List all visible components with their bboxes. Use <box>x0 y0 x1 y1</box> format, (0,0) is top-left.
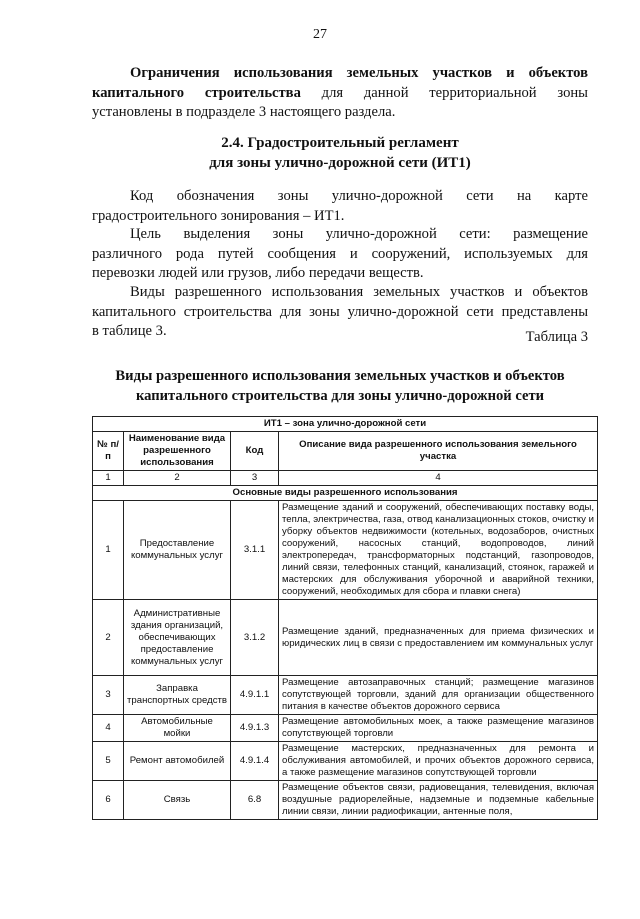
purpose-line-3: перевозки людей или грузов, либо передачи веществ. <box>92 265 424 281</box>
restriction-paragraph <box>92 64 588 123</box>
row-code: 4.9.1.4 <box>231 742 279 781</box>
col-number: 1 <box>93 471 124 486</box>
col-number: 4 <box>279 471 598 486</box>
col-number: 2 <box>124 471 231 486</box>
table-row <box>93 742 598 781</box>
purpose-paragraph <box>92 225 588 284</box>
table-title-line-2: капитального строительства для зоны улично-дорожной сети <box>135 387 545 404</box>
section-title-line-2: для зоны улично-дорожной сети (ИТ1) <box>209 154 471 171</box>
row-code: 6.8 <box>231 781 279 820</box>
table-label: Таблица 3 <box>525 329 588 345</box>
row-name: Заправка транспортных средств <box>124 676 231 715</box>
restriction-tail-2: установлены в подразделе 3 настоящего раздела. <box>92 104 396 120</box>
row-name: Административные здания организаций, обеспечивающих предоставление коммунальных услуг <box>124 600 231 676</box>
col-header-number: № п/п <box>93 432 124 471</box>
col-header-name: Наименование вида разрешенного использования <box>124 432 231 471</box>
column-header-row <box>93 432 598 471</box>
row-description: Размещение автомобильных моек, а также размещение магазинов сопутствующей торговли <box>279 715 598 742</box>
row-name: Автомобильные мойки <box>124 715 231 742</box>
row-code: 3.1.1 <box>231 501 279 600</box>
table-row <box>93 600 598 676</box>
row-number: 2 <box>93 600 124 676</box>
types-line-3: в таблице 3. <box>92 323 167 339</box>
types-line-2: капитального строительства для зоны улично-дорожной сети представлены <box>92 303 588 320</box>
table-row <box>93 676 598 715</box>
col-number: 3 <box>231 471 279 486</box>
row-number: 5 <box>93 742 124 781</box>
col-header-description: Описание вида разрешенного использования земельного участка <box>279 432 598 471</box>
zone-header: ИТ1 – зона улично-дорожной сети <box>93 417 598 432</box>
section-title-line-1: 2.4. Градостроительный регламент <box>221 135 459 151</box>
row-name: Предоставление коммунальных услуг <box>124 501 231 600</box>
purpose-line-1: Цель выделения зоны улично-дорожной сети: размещение <box>130 226 588 242</box>
table-title <box>80 367 600 406</box>
table-row <box>93 501 598 600</box>
row-description: Размещение зданий и сооружений, обеспечивающих поставку воды, тепла, электричества, газа, отвод канализационных стоков, очистку и уборку объектов недвижимости (котельных, водозаборов, очистных сооружений, насосных станций, водопроводов, линий электропередач, трансформаторных подстанций, газопроводов, линий связи, телефонных станций, канализаций, стоянок, гаражей и мастерских для обслуживания уборочной и аварийной техники, сооружений, необходимых для сбора и плавки снега) <box>279 501 598 600</box>
table-row <box>93 715 598 742</box>
section-title <box>92 134 588 173</box>
code-line-2: градостроительного зонирования – ИТ1. <box>92 207 345 224</box>
row-number: 1 <box>93 501 124 600</box>
restriction-tail-1: для данной территориальной зоны <box>321 84 588 101</box>
table-title-line-1: Виды разрешенного использования земельных участков и объектов <box>115 368 565 384</box>
col-header-code: Код <box>231 432 279 471</box>
section-header: Основные виды разрешенного использования <box>93 486 598 501</box>
types-line-1: Виды разрешенного использования земельных участков и объектов <box>130 284 588 300</box>
row-name: Связь <box>124 781 231 820</box>
row-number: 4 <box>93 715 124 742</box>
code-line-1: Код обозначения зоны улично-дорожной сети на карте <box>130 188 588 204</box>
row-code: 4.9.1.3 <box>231 715 279 742</box>
page-number: 27 <box>313 27 327 42</box>
row-code: 4.9.1.1 <box>231 676 279 715</box>
row-description: Размещение зданий, предназначенных для приема физических и юридических лиц в связи с предоставлением им коммунальных услуг <box>279 600 598 676</box>
regulation-table <box>92 416 598 820</box>
row-description: Размещение мастерских, предназначенных для ремонта и обслуживания автомобилей, и прочих объектов дорожного сервиса, а также размещение магазинов сопутствующей торговли <box>279 742 598 781</box>
row-number: 3 <box>93 676 124 715</box>
purpose-line-2: различного рода путей сообщения и сооружений, используемых для <box>92 245 588 262</box>
row-name: Ремонт автомобилей <box>124 742 231 781</box>
row-number: 6 <box>93 781 124 820</box>
column-number-row <box>93 471 598 486</box>
code-paragraph <box>92 187 588 226</box>
row-code: 3.1.2 <box>231 600 279 676</box>
row-description: Размещение объектов связи, радиовещания, телевидения, включая воздушные радиорелейные, надземные и подземные кабельные линии связи, линии радиофикации, антенные поля, <box>279 781 598 820</box>
row-description: Размещение автозаправочных станций; размещение магазинов сопутствующей торговли, зданий для организации общественного питания в качестве объектов дорожного сервиса <box>279 676 598 715</box>
restriction-heading: Ограничения использования земельных участков и объектов капитального строительства <box>92 65 588 101</box>
table-row <box>93 781 598 820</box>
